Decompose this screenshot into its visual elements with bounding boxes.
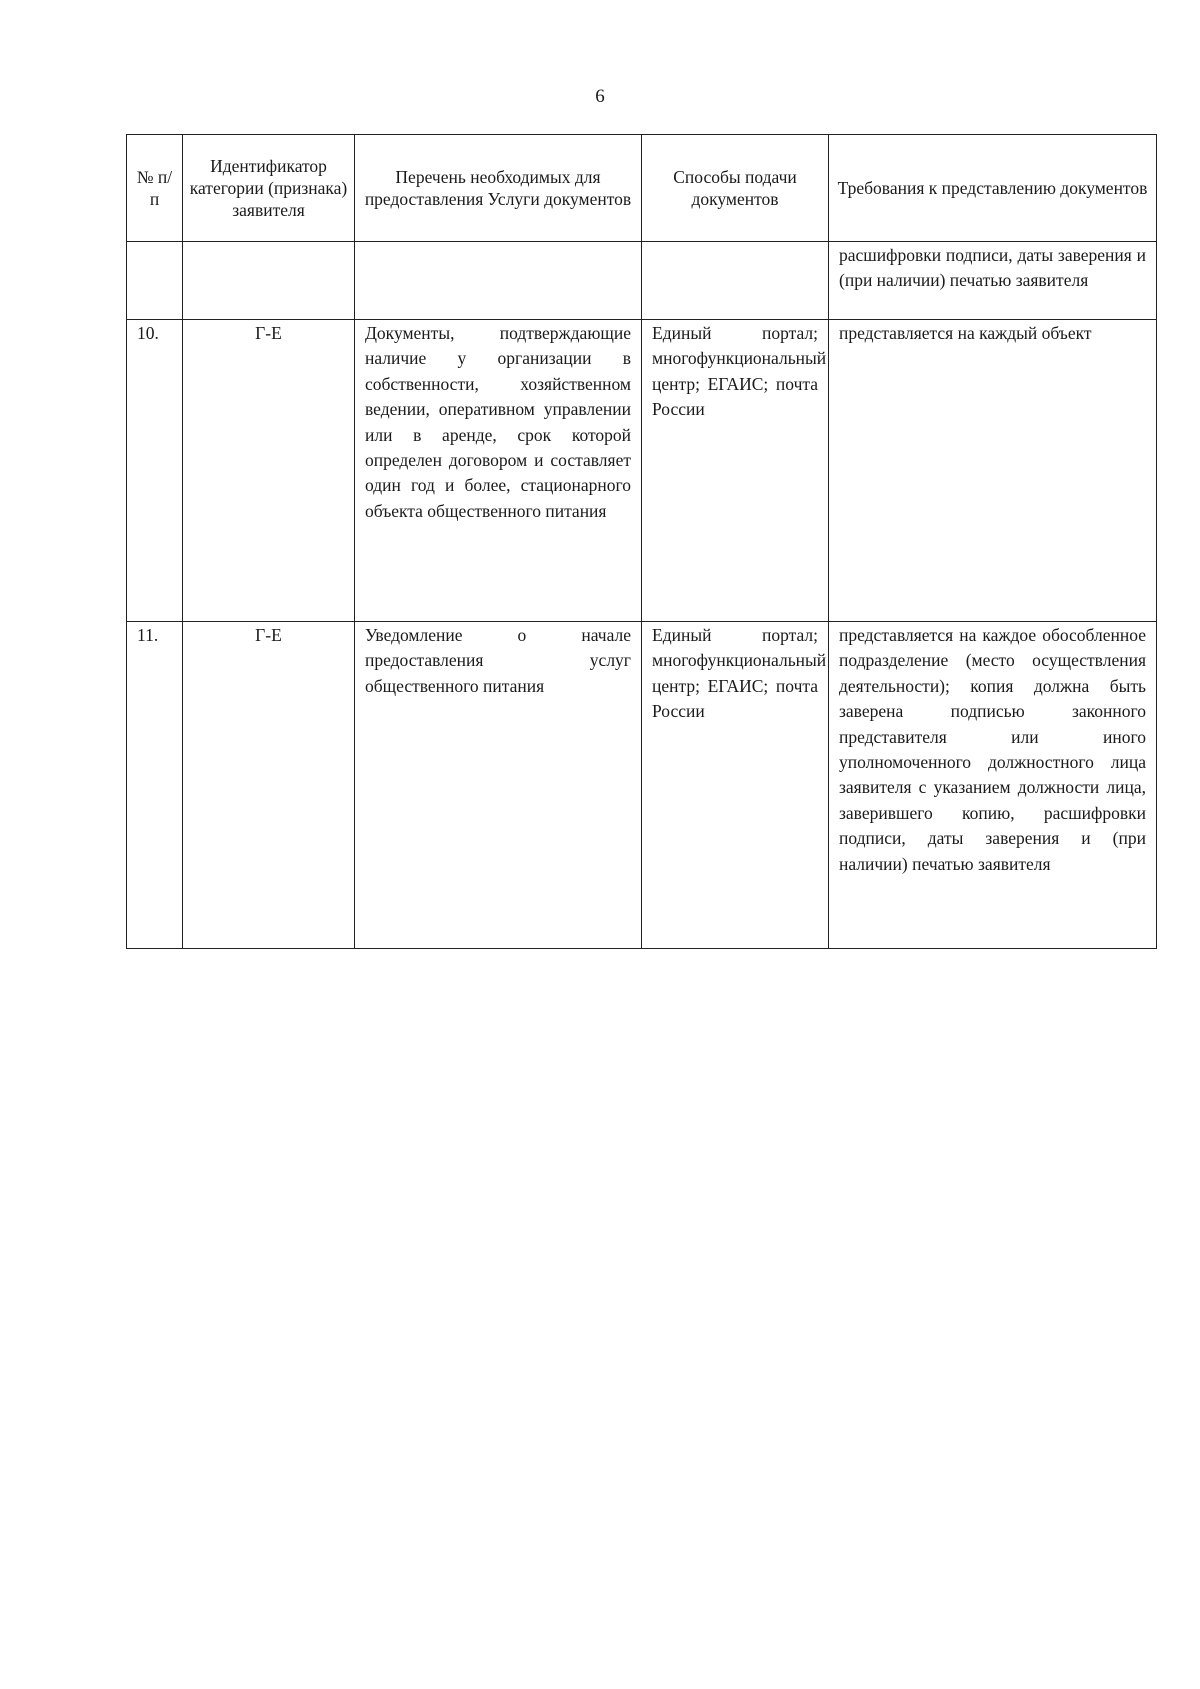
cell-documents: Уведомление о начале предоставления услуг общественного питания <box>355 622 642 949</box>
cell-requirements: расшифровки подписи, даты заверения и (при наличии) печатью заявителя <box>829 242 1157 320</box>
cell-requirements: представляется на каждый объект <box>829 320 1157 622</box>
cell-documents: Документы, подтверждающие наличие у организации в собственности, хозяйственном ведении, оперативном управлении или в аренде, срок которой определен договором и составляет один год и более, стационарного объекта общественного питания <box>355 320 642 622</box>
cell-submission: Единый портал; многофункциональный центр; ЕГАИС; почта России <box>642 320 829 622</box>
cell-submission: Единый портал; многофункциональный центр; ЕГАИС; почта России <box>642 622 829 949</box>
documents-table <box>126 134 1157 949</box>
cell-number: 11. <box>127 622 183 949</box>
cell-requirements: представляется на каждое обособленное подразделение (место осуществления деятельности); копия должна быть заверена подписью законного представителя или иного уполномоченного должностного лица заявителя с указанием должности лица, заверившего копию, расшифровки подписи, даты заверения и (при наличии) печатью заявителя <box>829 622 1157 949</box>
header-submission: Способы подачи документов <box>642 135 829 242</box>
cell-empty <box>127 242 183 320</box>
header-requirements: Требования к представлению документов <box>829 135 1157 242</box>
page-number: 6 <box>595 86 605 107</box>
cell-empty <box>355 242 642 320</box>
cell-empty <box>183 242 355 320</box>
header-documents: Перечень необходимых для предоставления Услуги документов <box>355 135 642 242</box>
cell-category: Г-Е <box>183 622 355 949</box>
table-header-row <box>127 135 1157 242</box>
table-row <box>127 320 1157 622</box>
table-row <box>127 622 1157 949</box>
table-row-continuation <box>127 242 1157 320</box>
cell-category: Г-Е <box>183 320 355 622</box>
cell-empty <box>642 242 829 320</box>
header-number: № п/п <box>127 135 183 242</box>
cell-number: 10. <box>127 320 183 622</box>
header-category: Идентификатор категории (признака) заявителя <box>183 135 355 242</box>
